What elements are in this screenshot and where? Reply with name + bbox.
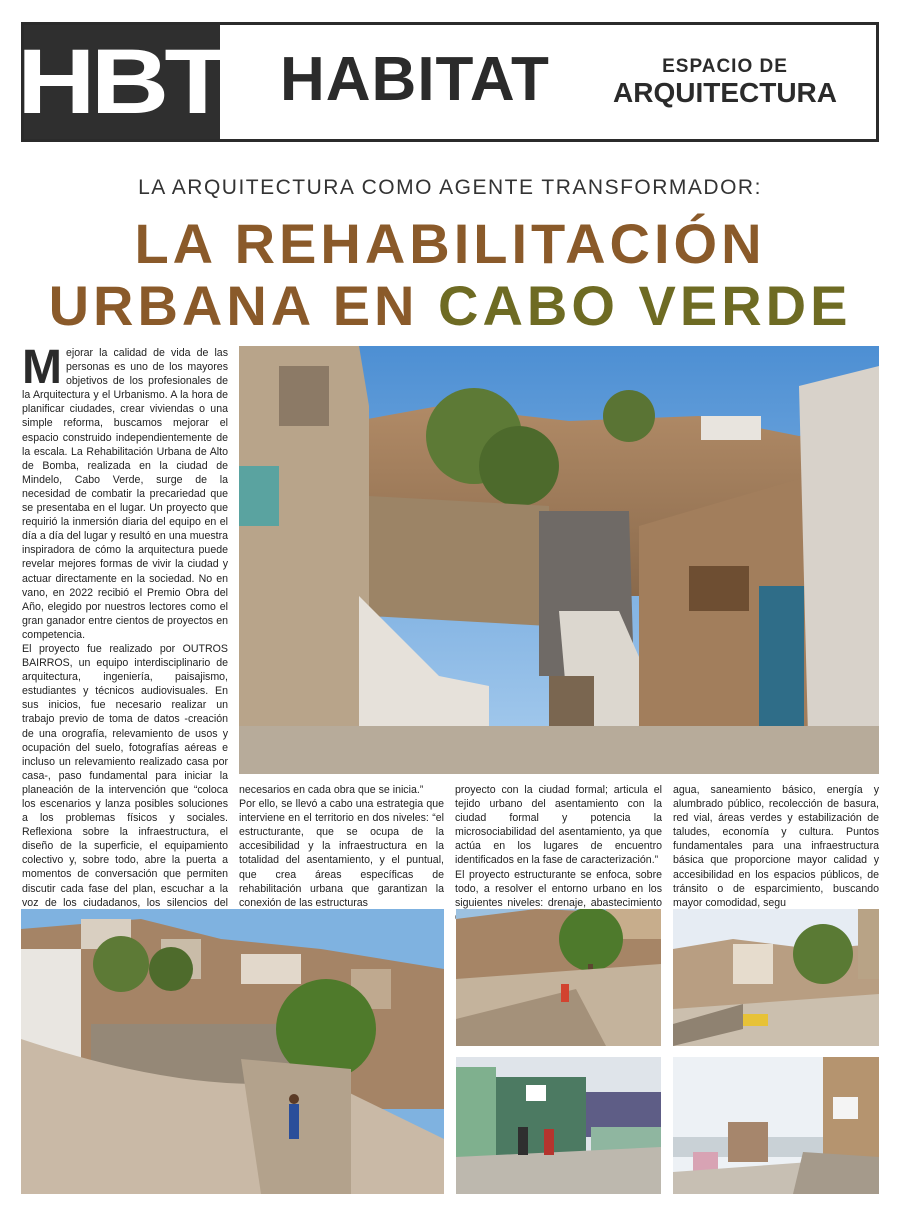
tagline-line1: ESPACIO DE xyxy=(662,56,788,77)
text-column-3 xyxy=(455,783,662,924)
photo-basketball-court xyxy=(456,1057,661,1194)
paragraph-1: ejorar la calidad de vida de las personas es uno de los mayores objetivos de los profesionales de la Arquitectura y el Urbanismo. A la hora de planificar ciudades, crear viviendas o una simple reforma, buscamos mejorar el espacio construido independientemente de la escala. La Rehabilitación Urbana de Alto de Bomba, realizada en la ciudad de Mindelo, Cabo Verde, surge de la necesidad de combatir la precariedad que se presentaba en el lugar. Un proyecto que requirió la inmersión diaria del equipo en el día a día del lugar y resultó en una muestra inspiradora de cómo la arquitectura puede revelar mejores formas de vivir la ciudad y actuar directamente en la sociedad. No en vano, en 2022 recibió el Premio Obra del Año, elegido por nuestros lectores como el gran ganador entre cientos de proyectos en competencia. xyxy=(22,347,228,641)
logo-text: HBT xyxy=(17,31,227,133)
headline-line2-a: URBANA EN xyxy=(48,274,439,337)
main-photo-stairs-plaza xyxy=(239,346,879,774)
masthead xyxy=(17,22,879,142)
headline-line2 xyxy=(0,274,900,337)
photo-street-view xyxy=(673,1057,879,1194)
hbt-logo xyxy=(17,25,227,139)
photo-bench-walkway xyxy=(673,909,879,1046)
paragraph-4: Por ello, se llevó a cabo una estrategia que interviene en el territorio en dos niveles: “el estructurante, que se ocupa de la accesibilidad y la infraestructura en la totalidad del asentamiento, y el puntual, que crea áreas específicas de rehabilitación urbana que garantizan la conexión de las estructuras xyxy=(239,798,444,909)
article-headline xyxy=(0,212,900,337)
drop-cap: M xyxy=(22,341,62,394)
tagline-line2: ARQUITECTURA xyxy=(613,77,837,108)
magazine-tagline xyxy=(600,57,850,107)
article-kicker: LA ARQUITECTURA COMO AGENTE TRANSFORMADOR: xyxy=(138,176,762,199)
paragraph-5: proyecto con la ciudad formal; articula el tejido urbano del asentamiento con la ciudad formal y potencia la microsociabilidad del asentamiento, ya que actúa en los lugares de encuentro identificados en la fase de caracterización.” xyxy=(455,784,662,867)
paragraph-2: El proyecto fue realizado por OUTROS BAIRROS, un equipo interdisciplinario de arquitectura, ingeniería, paisajismo, estudiantes y técnicos audiovisuales. En sus inicios, fue necesario realizar un trabajo previo de toma de datos -creación de una orografía, relevamiento de usos y ocupación del suelo, fotografías aéreas e incluso un relevamiento realizado casa por casa-, paso fundamental para iniciar la planeación de la intervención que “coloca los escenarios y lanza posibles soluciones a los problemas físicos y sociales. Reflexiona sobre la infraestructura, el diseño de la superficie, el equipamiento colectivo y, sobre todo, abre la puerta a momentos de conversación que permiten discutir cada fase del plan, escuchar a la voz de los ciudadanos, los silencios del xyxy=(22,642,228,909)
paragraph-3: necesarios en cada obra que se inicia.” xyxy=(239,784,424,796)
photo-tree-path xyxy=(456,909,661,1046)
headline-line2-b: CABO VERDE xyxy=(438,274,852,337)
paragraph-6: El proyecto estructurante se enfoca, sobre todo, a resolver el entorno urbano en los siguientes niveles: drenaje, abastecimiento xyxy=(455,868,662,909)
text-column-4 xyxy=(673,783,879,910)
text-column-1 xyxy=(22,341,228,966)
text-column-2 xyxy=(239,783,444,910)
paragraph-7: agua, saneamiento básico, energía y alumbrado público, recolección de basura, red vial, áreas verdes y estabilización de taludes, economía y cultura. Puntos fundamentales para una infraestructura básica que proporcione mayor calidad y accesibilidad en los espacios públicos, de tránsito o de esparcimiento, buscando mayor comodidad, segu xyxy=(673,784,879,909)
magazine-title: HABITAT xyxy=(280,45,550,114)
photo-plaza-runner xyxy=(21,909,444,1194)
headline-line1: LA REHABILITACIÓN xyxy=(134,212,766,275)
